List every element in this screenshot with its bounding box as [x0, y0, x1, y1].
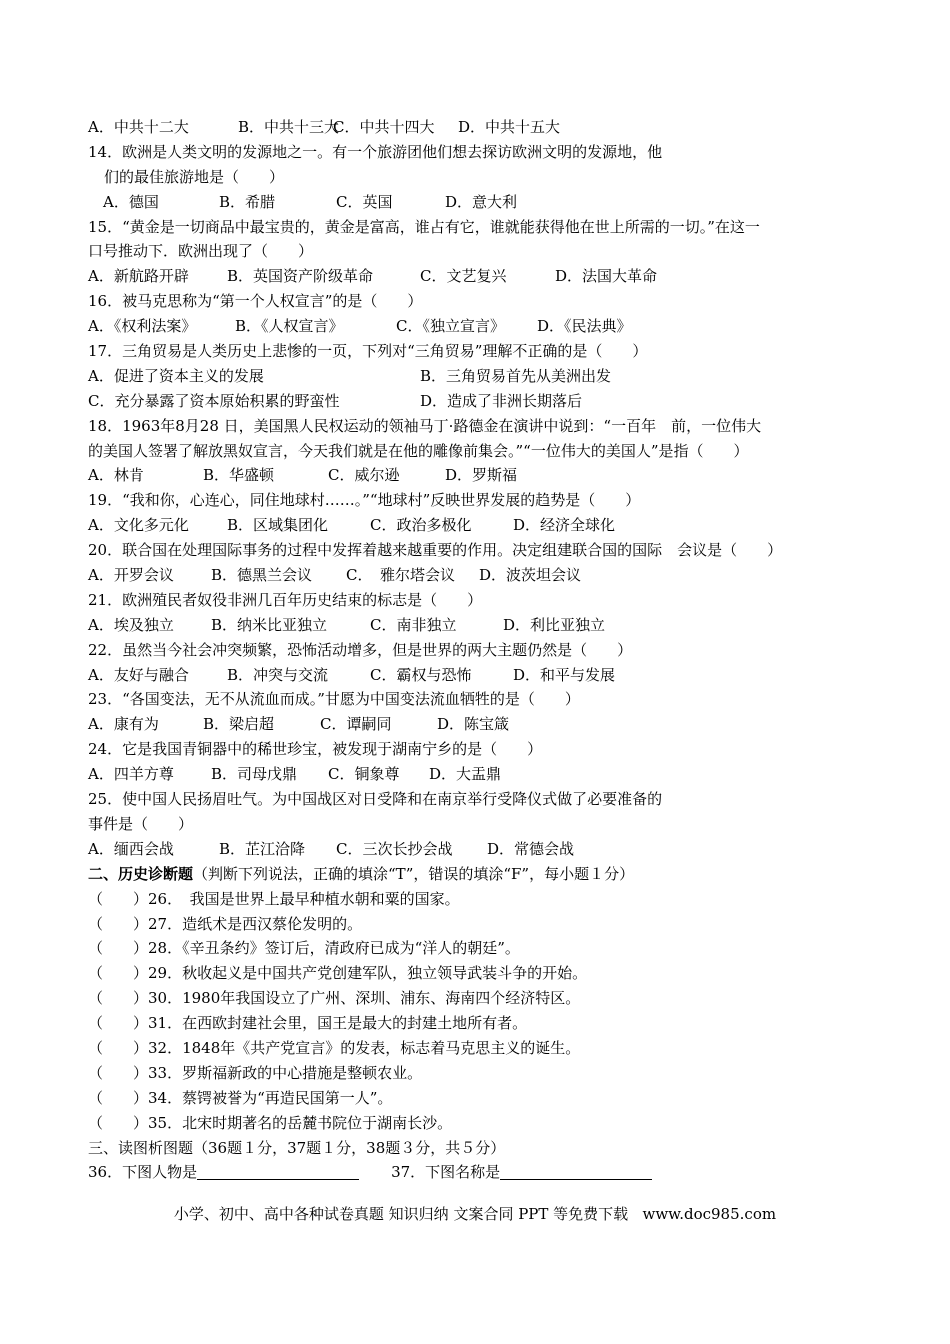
- section-instructions: （判断下列说法，正确的填涂“T”，错误的填涂“F”，每小题１分）: [193, 864, 635, 883]
- answer-option: B．德黑兰会议: [211, 566, 313, 585]
- answer-option: A．康有为: [88, 715, 159, 734]
- answer-options: [88, 463, 868, 488]
- answer-option: C． 雅尔塔会议: [346, 566, 455, 585]
- question-line: （ ）26． 我国是世界上最早种植水朝和粟的国家。: [88, 889, 460, 908]
- answer-option: A．林肯: [88, 466, 144, 485]
- answer-option: A．德国: [88, 192, 159, 211]
- question-line: 23．“各国变法，无不从流血而成。”甘愿为中国变法流血牺牲的是（ ）: [88, 690, 580, 709]
- question-line: 18．1963年8月28 日，美国黑人民权运动的领袖马丁·路德金在演讲中说到：“一百年 前，一位伟大: [88, 416, 762, 435]
- question-line: 22．虽然当今社会冲突频繁，恐怖活动增多，但是世界的两大主题仍然是（ ）: [88, 640, 633, 659]
- question-line: 15．“黄金是一切商品中最宝贵的，黄金是富高，谁占有它，谁就能获得他在世上所需的一切。”在这一: [88, 217, 760, 236]
- answer-options: [88, 712, 868, 737]
- question-line: （ ）32．1848年《共产党宣言》的发表，标志着马克思主义的诞生。: [88, 1038, 581, 1057]
- answer-option: B．希腊: [219, 192, 276, 211]
- answer-option: B．梁启超: [203, 715, 275, 734]
- question-37-prompt: 37．下图名称是: [391, 1163, 501, 1182]
- answer-option: D．大盂鼎: [429, 765, 502, 784]
- answer-option: B．三角贸易首先从美洲出发: [420, 366, 612, 385]
- question-line: 们的最佳旅游地是（ ）: [104, 167, 285, 186]
- question-line: 事件是（ ）: [88, 814, 194, 833]
- answer-option: B．冲突与交流: [227, 665, 329, 684]
- answer-option: C．霸权与恐怖: [370, 665, 472, 684]
- answer-option: C．南非独立: [370, 615, 457, 634]
- question-line: （ ）28．《辛丑条约》签订后，清政府已成为“洋人的朝廷”。: [88, 939, 520, 958]
- question-line: 口号推动下．欧洲出现了（ ）: [88, 242, 314, 261]
- answer-option: A．《权利法案》: [88, 317, 197, 336]
- answer-options: [88, 613, 868, 638]
- question-line: 17．三角贸易是人类历史上悲惨的一页，下列对“三角贸易”理解不正确的是（ ）: [88, 342, 648, 361]
- answer-option: A．文化多元化: [88, 516, 189, 535]
- question-line: 的美国人签署了解放黑奴宣言，今天我们就是在他的雕像前集会。”“一位伟大的美国人”是指（ ）: [88, 441, 749, 460]
- answer-option: D．陈宝箴: [437, 715, 510, 734]
- answer-option: D．造成了非洲长期落后: [420, 391, 583, 410]
- answer-option: D．意大利: [445, 192, 518, 211]
- question-line: （ ）33．罗斯福新政的中心措施是整顿农业。: [88, 1063, 423, 1082]
- answer-options: [88, 762, 868, 787]
- question-line: 16．被马克思称为“第一个人权宣言”的是（ ）: [88, 292, 423, 311]
- answer-option: A．开罗会议: [88, 566, 174, 585]
- answer-option: C．《独立宣言》: [396, 317, 505, 336]
- answer-option: B．华盛顿: [203, 466, 275, 485]
- answer-options: [88, 115, 868, 140]
- answer-option: B．中共十三大: [238, 118, 340, 136]
- question-line: 24．它是我国青铜器中的稀世珍宝，被发现于湖南宁乡的是（ ）: [88, 740, 543, 759]
- question-line: 14．欧洲是人类文明的发源地之一。有一个旅游团他们想去探访欧洲文明的发源地，他: [88, 142, 663, 161]
- answer-option: C．谭嗣同: [320, 715, 392, 734]
- answer-option: C．英国: [336, 192, 393, 211]
- answer-option: D．利比亚独立: [503, 615, 606, 634]
- answer-option: A．缅西会战: [88, 839, 174, 858]
- question-line: （ ）27．造纸术是西汉蔡伦发明的。: [88, 914, 363, 933]
- answer-options: [88, 314, 868, 339]
- answer-option: C．铜象尊: [328, 765, 400, 784]
- answer-option: B．司母戊鼎: [211, 765, 298, 784]
- question-line: （ ）35．北宋时期著名的岳麓书院位于湖南长沙。: [88, 1113, 453, 1132]
- section-title: 二、历史诊断题: [88, 864, 194, 883]
- question-line: （ ）31．在西欧封建社会里，国王是最大的封建土地所有者。: [88, 1014, 528, 1033]
- answer-option: D．罗斯福: [445, 466, 518, 485]
- answer-option: C．威尔逊: [328, 466, 400, 485]
- answer-blank-37[interactable]: [500, 1163, 652, 1180]
- answer-option: D．波茨坦会议: [479, 566, 582, 585]
- answer-option: C．三次长抄会战: [336, 839, 453, 858]
- answer-option: A．四羊方尊: [88, 765, 174, 784]
- answer-option: D．法国大革命: [555, 267, 658, 286]
- answer-option: C．充分暴露了资本原始积累的野蛮性: [88, 391, 340, 410]
- answer-option: D．《民法典》: [537, 317, 632, 336]
- fill-blank-line: [88, 1160, 868, 1185]
- exam-page-body: [88, 115, 868, 1185]
- answer-options: [88, 190, 868, 215]
- question-line: 三、读图析图题（36题１分，37题１分，38题３分，共５分）: [88, 1138, 506, 1157]
- question-line: 25．使中国人民扬眉吐气。为中国战区对日受降和在南京举行受降仪式做了必要准备的: [88, 790, 663, 809]
- answer-option: D．中共十五大: [458, 118, 561, 136]
- question-line: （ ）29．秋收起义是中国共产党创建军队，独立领导武装斗争的开始。: [88, 964, 588, 983]
- answer-options: [88, 389, 868, 414]
- question-36-prompt: 36．下图人物是: [88, 1163, 198, 1182]
- answer-option: C．中共十四大: [333, 118, 435, 136]
- answer-option: B．《人权宣言》: [235, 317, 344, 336]
- answer-option: B．纳米比亚独立: [211, 615, 328, 634]
- answer-option: C．文艺复兴: [420, 267, 507, 286]
- answer-option: B．英国资产阶级革命: [227, 267, 374, 286]
- answer-option: A．中共十二大: [88, 118, 189, 136]
- answer-options: [88, 837, 868, 862]
- answer-option: C．政治多极化: [370, 516, 472, 535]
- answer-options: [88, 364, 868, 389]
- answer-option: D．常德会战: [487, 839, 575, 858]
- answer-options: [88, 663, 868, 688]
- answer-option: A．埃及独立: [88, 615, 174, 634]
- answer-blank-36[interactable]: [197, 1163, 359, 1180]
- question-line: 21．欧洲殖民者奴役非洲几百年历史结束的标志是（ ）: [88, 590, 483, 609]
- answer-option: D．和平与发展: [513, 665, 616, 684]
- answer-options: [88, 563, 868, 588]
- question-line: 19．“我和你，心连心，同住地球村……。”“地球村”反映世界发展的趋势是（ ）: [88, 491, 641, 510]
- answer-options: [88, 513, 868, 538]
- answer-options: [88, 264, 868, 289]
- question-line: 20．联合国在处理国际事务的过程中发挥着越来越重要的作用。决定组建联合国的国际 会议是（ ）: [88, 541, 783, 560]
- question-line: （ ）34．蔡锷被誉为“再造民国第一人”。: [88, 1088, 393, 1107]
- answer-option: A．促进了资本主义的发展: [88, 366, 264, 385]
- answer-option: D．经济全球化: [513, 516, 616, 535]
- answer-option: A．新航路开辟: [88, 267, 189, 286]
- answer-option: A．友好与融合: [88, 665, 189, 684]
- answer-option: B．芷江洽降: [219, 839, 306, 858]
- question-line: （ ）30．1980年我国设立了广州、深圳、浦东、海南四个经济特区。: [88, 989, 581, 1008]
- answer-option: B．区域集团化: [227, 516, 329, 535]
- section-heading: [88, 862, 868, 887]
- page-footer: 小学、初中、高中各种试卷真题 知识归纳 文案合同 PPT 等免费下载 www.doc985.com: [173, 1205, 777, 1223]
